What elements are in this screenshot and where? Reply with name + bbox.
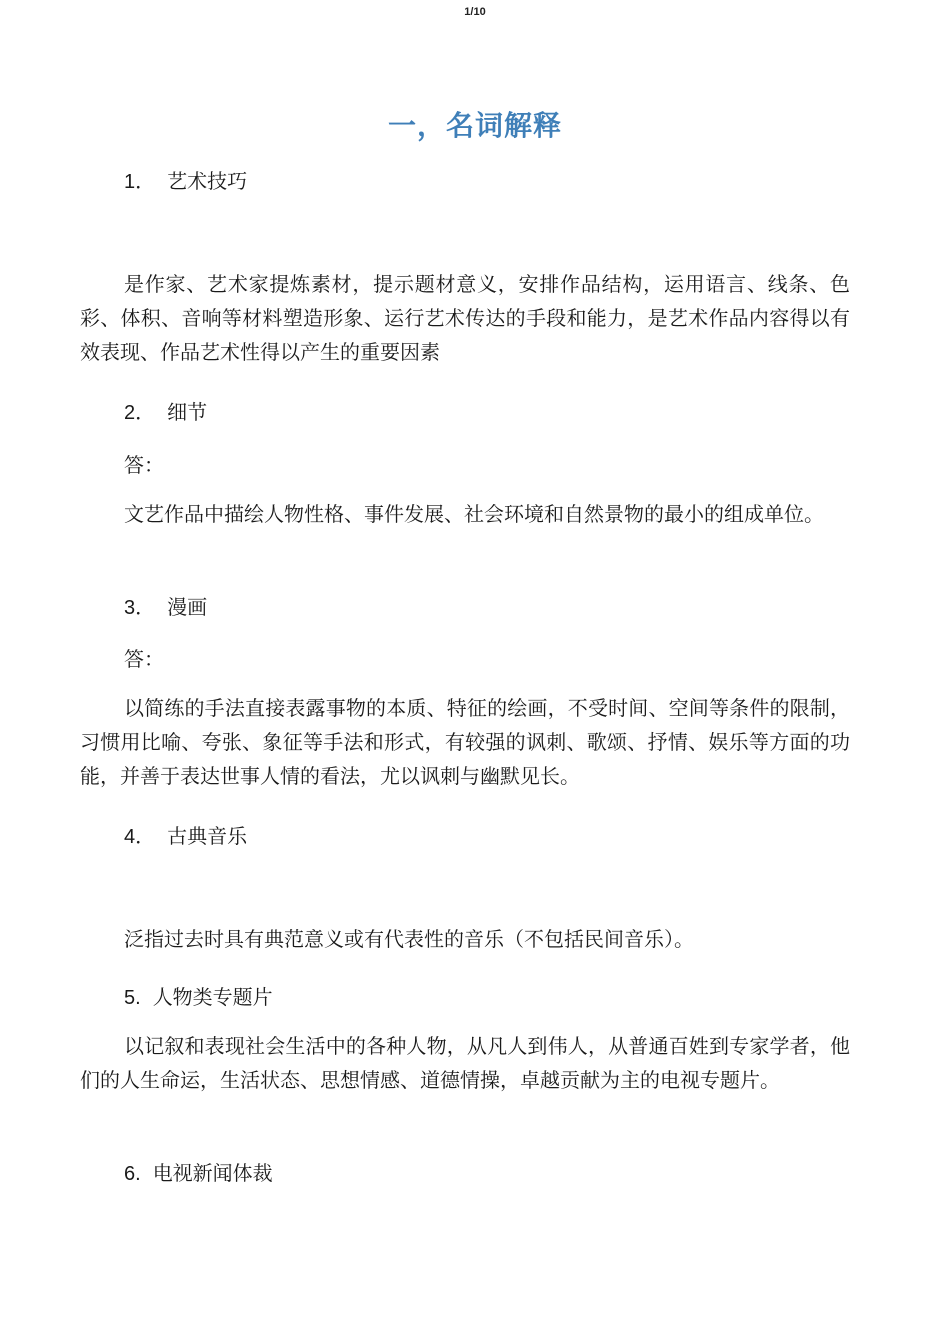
page-number: 1/10 <box>464 6 486 18</box>
item-definition-5: 以记叙和表现社会生活中的各种人物，从凡人到伟人，从普通百姓到专家学者，他们的人生命运，生活状态、思想情感、道德情操，卓越贡献为主的电视专题片。 <box>80 1034 850 1092</box>
item-term: 古典音乐 <box>167 824 248 848</box>
item-heading-4 <box>124 819 824 854</box>
item-heading-3 <box>124 590 824 625</box>
item-number: 1． <box>124 171 156 193</box>
item-number: 6. <box>124 1163 141 1185</box>
item-number: 5. <box>124 987 141 1009</box>
item-term: 漫画 <box>167 595 208 619</box>
item-term: 艺术技巧 <box>167 169 248 193</box>
item-definition-4: 泛指过去时具有典范意义或有代表性的音乐（不包括民间音乐）。 <box>124 927 694 951</box>
answer-label-2: 答： <box>124 453 164 477</box>
item-heading-1 <box>124 164 824 199</box>
item-number: 4． <box>124 826 156 848</box>
answer-label-3: 答： <box>124 647 164 671</box>
item-heading-5 <box>124 980 824 1015</box>
item-heading-6 <box>124 1156 824 1191</box>
item-term: 电视新闻体裁 <box>152 1161 273 1185</box>
item-heading-2 <box>124 395 824 430</box>
item-number: 2． <box>124 402 156 424</box>
item-term: 细节 <box>167 400 208 424</box>
section-title: 一，名词解释 <box>387 109 562 142</box>
item-definition-2: 文艺作品中描绘人物性格、事件发展、社会环境和自然景物的最小的组成单位。 <box>124 502 824 526</box>
item-definition-1: 是作家、艺术家提炼素材，提示题材意义，安排作品结构，运用语言、线条、色彩、体积、音响等材料塑造形象、运行艺术传达的手段和能力，是艺术作品内容得以有效表现、作品艺术性得以产生的重要因素 <box>80 272 850 364</box>
item-definition-3: 以简练的手法直接表露事物的本质、特征的绘画，不受时间、空间等条件的限制，习惯用比喻、夸张、象征等手法和形式，有较强的讽刺、歌颂、抒情、娱乐等方面的功能，并善于表达世事人情的看法，尤以讽刺与幽默见长。 <box>80 696 850 788</box>
item-term: 人物类专题片 <box>152 985 273 1009</box>
item-number: 3． <box>124 597 156 619</box>
